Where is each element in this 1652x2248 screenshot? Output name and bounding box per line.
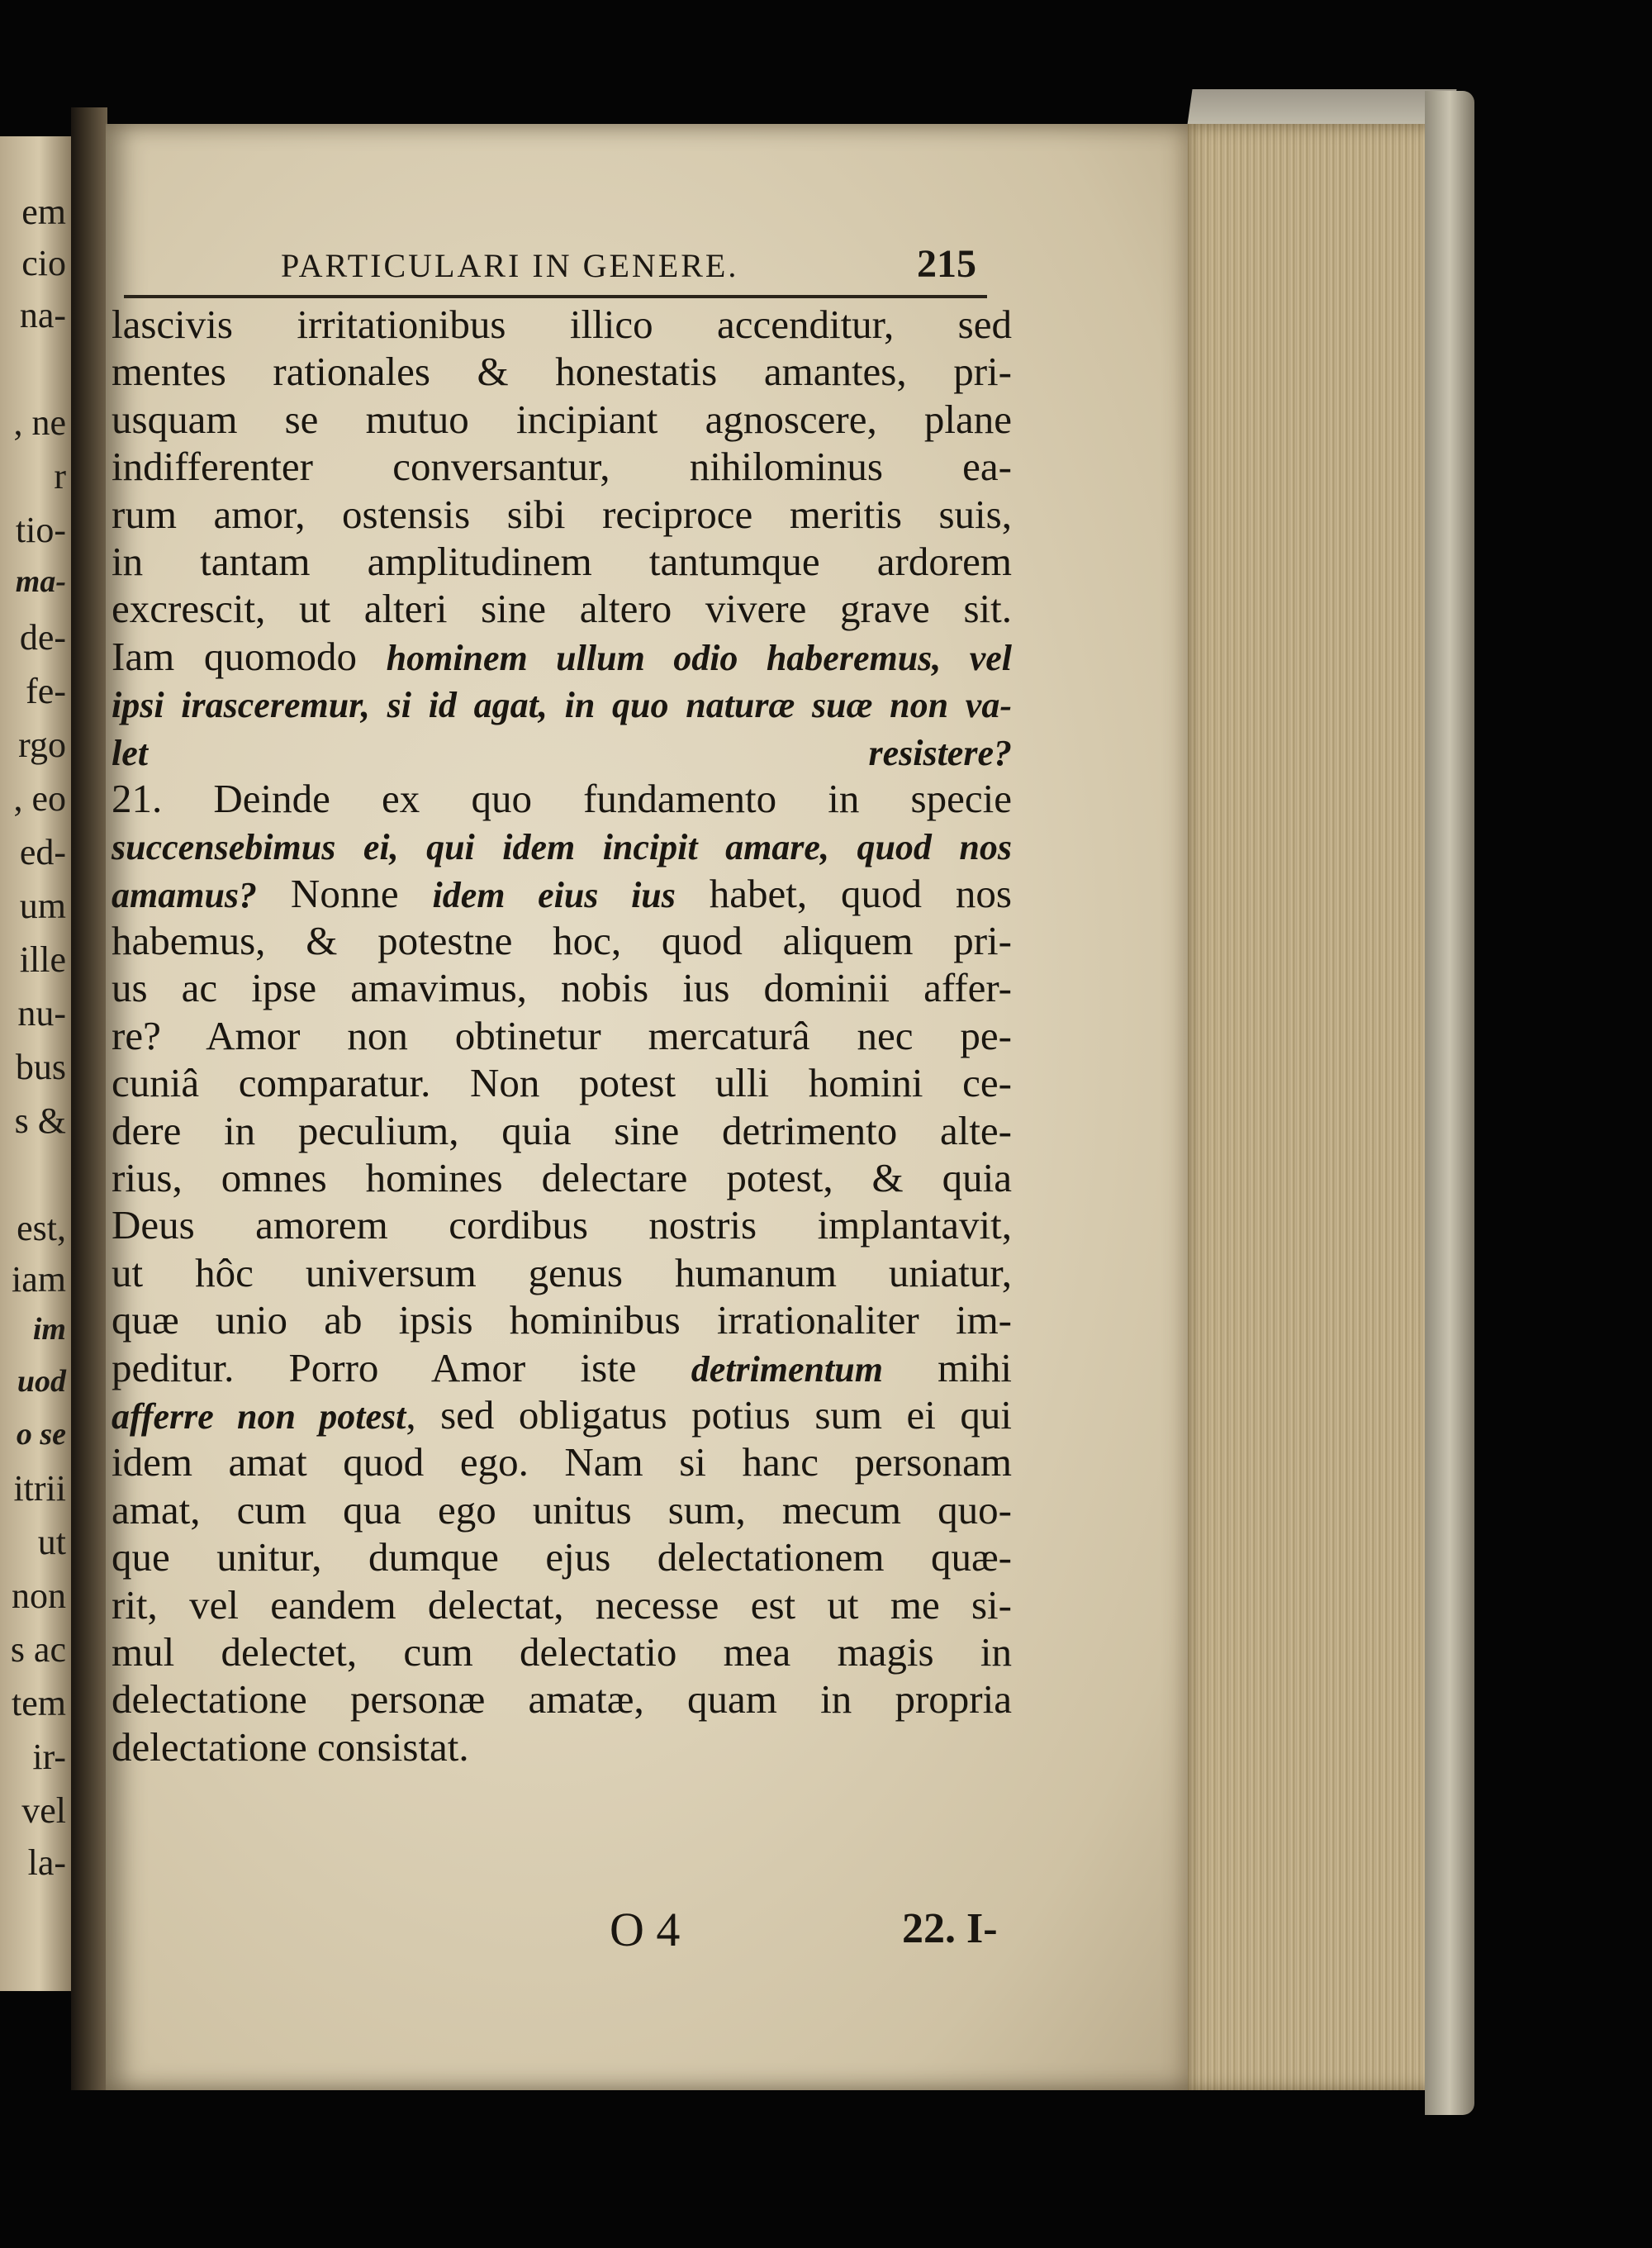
- italic-text-segment: ipsi irasceremur, si id agat, in quo naturæ suæ non va-: [112, 685, 1012, 726]
- italic-text-segment: detrimentum: [691, 1348, 883, 1390]
- text-line: [112, 1296, 1012, 1343]
- text-line: [112, 538, 1012, 585]
- text-segment: cuniâ comparatur. Non potest ulli homini ce-: [112, 1060, 1012, 1106]
- text-segment: delectatione consistat.: [112, 1723, 469, 1770]
- previous-page-line-fragment: la-: [27, 1842, 66, 1883]
- text-line: [112, 348, 1012, 395]
- italic-text-segment: amamus?: [112, 874, 258, 915]
- text-segment: ut hôc universum genus humanum uniatur,: [112, 1249, 1012, 1295]
- text-segment: mihi: [882, 1344, 1012, 1390]
- previous-page-line-fragment: itrii: [13, 1468, 66, 1509]
- text-segment: re? Amor non obtinetur mercaturâ nec pe-: [112, 1012, 1012, 1058]
- running-head: PARTICULARI IN GENERE.: [281, 247, 739, 284]
- text-segment: , sed obligatus potius sum ei qui: [406, 1391, 1013, 1438]
- text-line: [112, 301, 1012, 348]
- text-segment: lascivis irritationibus illico accenditur, sed: [112, 302, 1012, 347]
- previous-page-line-fragment: iam: [12, 1259, 66, 1300]
- text-segment: quæ unio ab ipsis hominibus irrationaliter im-: [112, 1297, 1012, 1343]
- signature-mark: O 4: [610, 1903, 681, 1956]
- text-line: [112, 1344, 1012, 1391]
- text-segment: peditur. Porro Amor iste: [112, 1344, 691, 1390]
- header-rule: [124, 295, 987, 298]
- previous-page-line-fragment: est,: [17, 1208, 66, 1248]
- text-segment: dere in peculium, quia sine detrimento alte-: [112, 1107, 1012, 1153]
- previous-page-line-fragment: ille: [19, 939, 66, 980]
- text-line: [112, 728, 1012, 775]
- text-line: [112, 1059, 1012, 1106]
- previous-page-line-fragment: o se: [16, 1417, 66, 1452]
- previous-page-line-fragment: non: [12, 1576, 66, 1616]
- book-cover-edge: [1425, 91, 1474, 2115]
- text-line: [112, 1201, 1012, 1248]
- text-segment: idem amat quod ego. Nam si hanc personam: [112, 1439, 1012, 1485]
- text-segment: indifferenter conversantur, nihilominus ea-: [112, 444, 1012, 490]
- previous-page-line-fragment: ed-: [19, 832, 66, 872]
- text-line: [112, 775, 1012, 822]
- text-segment: Iam quomodo: [112, 633, 387, 679]
- text-segment: amat, cum qua ego unitus sum, mecum quo-: [112, 1486, 1012, 1533]
- catchword: 22. I-: [902, 1905, 998, 1952]
- text-line: [112, 633, 1012, 680]
- text-line: [112, 491, 1012, 538]
- text-line: [112, 1675, 1012, 1723]
- previous-page-line-fragment: ut: [37, 1522, 66, 1562]
- previous-page-line-fragment: , ne: [13, 402, 66, 443]
- previous-page-line-fragment: um: [19, 886, 66, 926]
- previous-page-line-fragment: na-: [19, 295, 66, 335]
- italic-text-segment: afferre non potest: [112, 1395, 406, 1437]
- text-line: [112, 443, 1012, 490]
- previous-page-line-fragment: ma-: [15, 564, 66, 599]
- previous-page-line-fragment: tio-: [15, 510, 66, 550]
- previous-page-line-fragment: , eo: [13, 778, 66, 819]
- previous-page-fragment: [0, 136, 71, 1991]
- text-segment: 21. Deinde ex quo fundamento in specie: [112, 775, 1012, 821]
- text-segment: in tantam amplitudinem tantumque ardorem: [112, 538, 1012, 584]
- previous-page-line-fragment: de-: [19, 617, 66, 658]
- text-segment: delectatione personæ amatæ, quam in propria: [112, 1676, 1012, 1723]
- text-segment: habet, quod nos: [675, 870, 1012, 916]
- previous-page-line-fragment: em: [21, 192, 66, 232]
- text-segment: excrescit, ut alteri sine altero vivere grave sit.: [112, 586, 1012, 632]
- text-line: [112, 1723, 1012, 1770]
- italic-text-segment: let resistere?: [112, 732, 1012, 773]
- text-segment: rius, omnes homines delectare potest, & quia: [112, 1155, 1012, 1201]
- text-line: [112, 1533, 1012, 1580]
- previous-page-line-fragment: s &: [14, 1100, 66, 1141]
- text-segment: mentes rationales & honestatis amantes, pri-: [112, 349, 1012, 395]
- previous-page-line-fragment: rgo: [18, 725, 66, 765]
- page-edges: [1177, 124, 1429, 2090]
- text-segment: us ac ipse amavimus, nobis ius dominii affer-: [112, 965, 1012, 1011]
- previous-page-line-fragment: fe-: [26, 671, 66, 711]
- text-segment: habemus, & potestne hoc, quod aliquem pri-: [112, 918, 1012, 964]
- previous-page-line-fragment: vel: [21, 1790, 66, 1831]
- text-line: [112, 1107, 1012, 1154]
- text-line: [112, 680, 1012, 727]
- previous-page-line-fragment: nu-: [17, 993, 66, 1034]
- text-line: [112, 1012, 1012, 1059]
- text-segment: que unitur, dumque ejus delectationem quæ-: [112, 1534, 1012, 1580]
- previous-page-line-fragment: r: [54, 456, 66, 497]
- previous-page-line-fragment: uod: [17, 1364, 66, 1399]
- text-line: [112, 396, 1012, 443]
- text-segment: mul delectet, cum delectatio mea magis in: [112, 1628, 1012, 1675]
- italic-text-segment: hominem ullum odio haberemus, vel: [386, 637, 1012, 678]
- text-segment: usquam se mutuo incipiant agnoscere, plane: [112, 396, 1012, 442]
- previous-page-line-fragment: cio: [21, 243, 66, 283]
- previous-page-line-fragment: bus: [15, 1047, 66, 1087]
- text-line: [112, 1628, 1012, 1675]
- text-line: [112, 1249, 1012, 1296]
- text-line: [112, 917, 1012, 964]
- text-line: [112, 870, 1012, 917]
- text-line: [112, 1154, 1012, 1201]
- italic-text-segment: succensebimus ei, qui idem incipit amare, quod nos: [112, 827, 1012, 868]
- text-line: [112, 964, 1012, 1011]
- text-line: [112, 1581, 1012, 1628]
- italic-text-segment: idem eius ius: [432, 874, 676, 915]
- text-segment: rum amor, ostensis sibi reciproce meritis suis,: [112, 491, 1012, 537]
- page-body-text: [112, 301, 1012, 1770]
- text-segment: Deus amorem cordibus nostris implantavit,: [112, 1202, 1012, 1248]
- text-segment: rit, vel eandem delectat, necesse est ut me si-: [112, 1581, 1012, 1628]
- text-line: [112, 1486, 1012, 1533]
- previous-page-line-fragment: s ac: [10, 1629, 66, 1670]
- book-gutter: [71, 107, 107, 2090]
- text-segment: Nonne: [257, 870, 433, 916]
- previous-page-line-fragment: tem: [12, 1683, 66, 1723]
- page-number: 215: [917, 242, 976, 286]
- previous-page-line-fragment: im: [32, 1312, 66, 1347]
- text-line: [112, 585, 1012, 632]
- text-line: [112, 822, 1012, 869]
- previous-page-line-fragment: ir-: [32, 1737, 66, 1777]
- text-line: [112, 1391, 1012, 1438]
- text-line: [112, 1438, 1012, 1485]
